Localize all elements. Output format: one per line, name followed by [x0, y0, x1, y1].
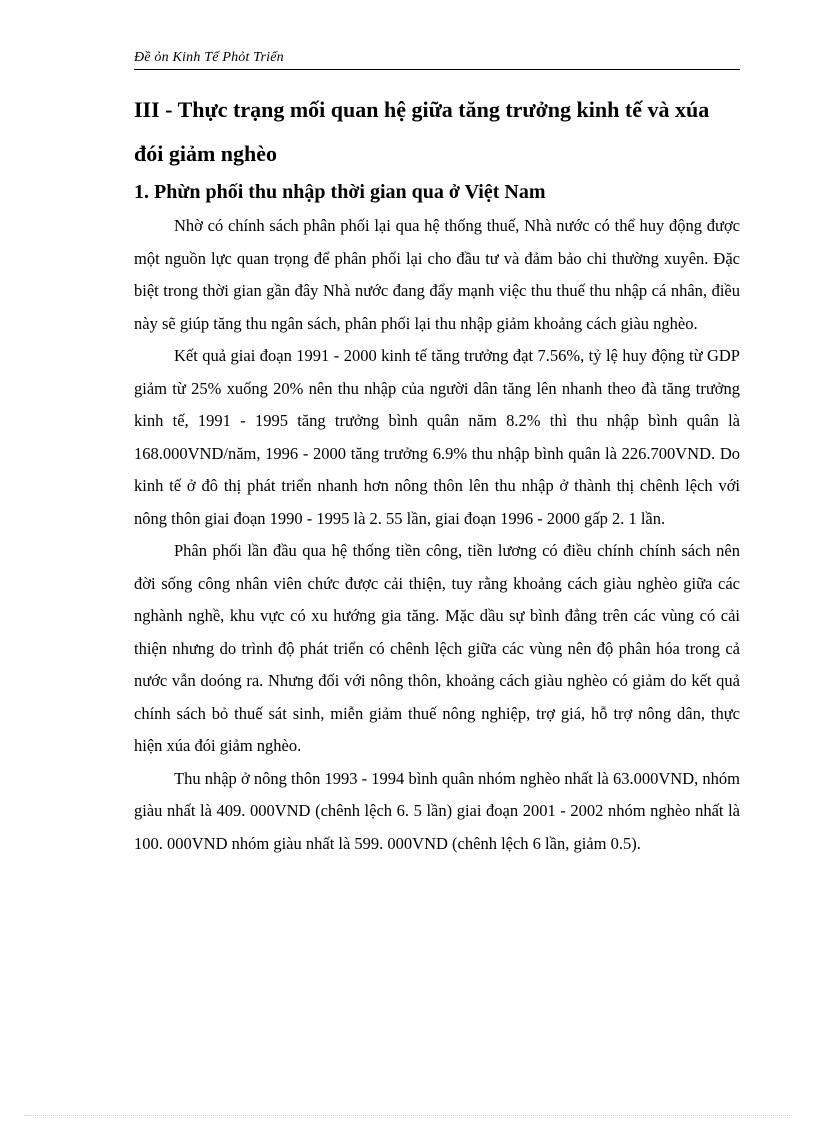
paragraph-1: Nhờ có chính sách phân phối lại qua hệ thống thuế, Nhà nước có thể huy động được một nguồn lực quan trọng để phân phối lại cho đầu tư và đảm bảo chi thường xuyên. Đặc biệt trong thời gian gần đây Nhà nước đang đẩy mạnh việc thu thuế thu nhập cá nhân, điều này sẽ giúp tăng thu ngân sách, phân phối lại thu nhập giảm khoảng cách giàu nghèo.	[134, 216, 740, 333]
body-text	[134, 210, 740, 860]
paragraph-2: Kết quả giai đoạn 1991 - 2000 kinh tế tăng trưởng đạt 7.56%, tỷ lệ huy động từ GDP giảm từ 25% xuống 20% nên thu nhập của người dân tăng lên nhanh theo đà tăng trưởng kinh tế, 1991 - 1995 tăng trưởng bình quân năm 8.2% thì thu nhập bình quân là 168.000VND/năm, 1996 - 2000 tăng trưởng 6.9% thu nhập bình quân là 226.700VND. Do kinh tế ở đô thị phát triển nhanh hơn nông thôn lên thu nhập ở thành thị chênh lệch với nông thôn giai đoạn 1990 - 1995 là 2. 55 lần, giai đoạn 1996 - 2000 gấp 2. 1 lần.	[134, 346, 740, 528]
paragraph-3: Phân phối lần đầu qua hệ thống tiền công, tiền lương có điều chính chính sách nên đời sống công nhân viên chức được cải thiện, tuy rằng khoảng cách giàu nghèo giữa các nghành nghề, khu vực có xu hướng gia tăng. Mặc dầu sự bình đẳng trên các vùng có cải thiện nhưng do trình độ phát triển có chênh lệch giữa các vùng nên độ phân hóa trong cả nước vẫn doóng ra. Nhưng đối với nông thôn, khoảng cách giàu nghèo có giảm do kết quả chính sách bỏ thuế sát sinh, miễn giảm thuế nông nghiệp, trợ giá, hỗ trợ nông dân, thực hiện xúa đói giảm nghèo.	[134, 541, 740, 755]
running-header: Đề ỏn Kinh Tế Phỏt Triển	[134, 50, 740, 70]
subsection-heading: 1. Phừn phối thu nhập thời gian qua ở Việt Nam	[134, 181, 546, 203]
page-bottom-divider	[24, 1115, 792, 1116]
section-heading: III - Thực trạng mối quan hệ giữa tăng trưởng kinh tế và xúa đói giảm nghèo	[134, 97, 710, 166]
paragraph-4: Thu nhập ở nông thôn 1993 - 1994 bình quân nhóm nghèo nhất là 63.000VND, nhóm giàu nhất là 409. 000VND (chênh lệch 6. 5 lần) giai đoạn 2001 - 2002 nhóm nghèo nhất là 100. 000VND nhóm giàu nhất là 599. 000VND (chênh lệch 6 lần, giảm 0.5).	[134, 768, 740, 853]
